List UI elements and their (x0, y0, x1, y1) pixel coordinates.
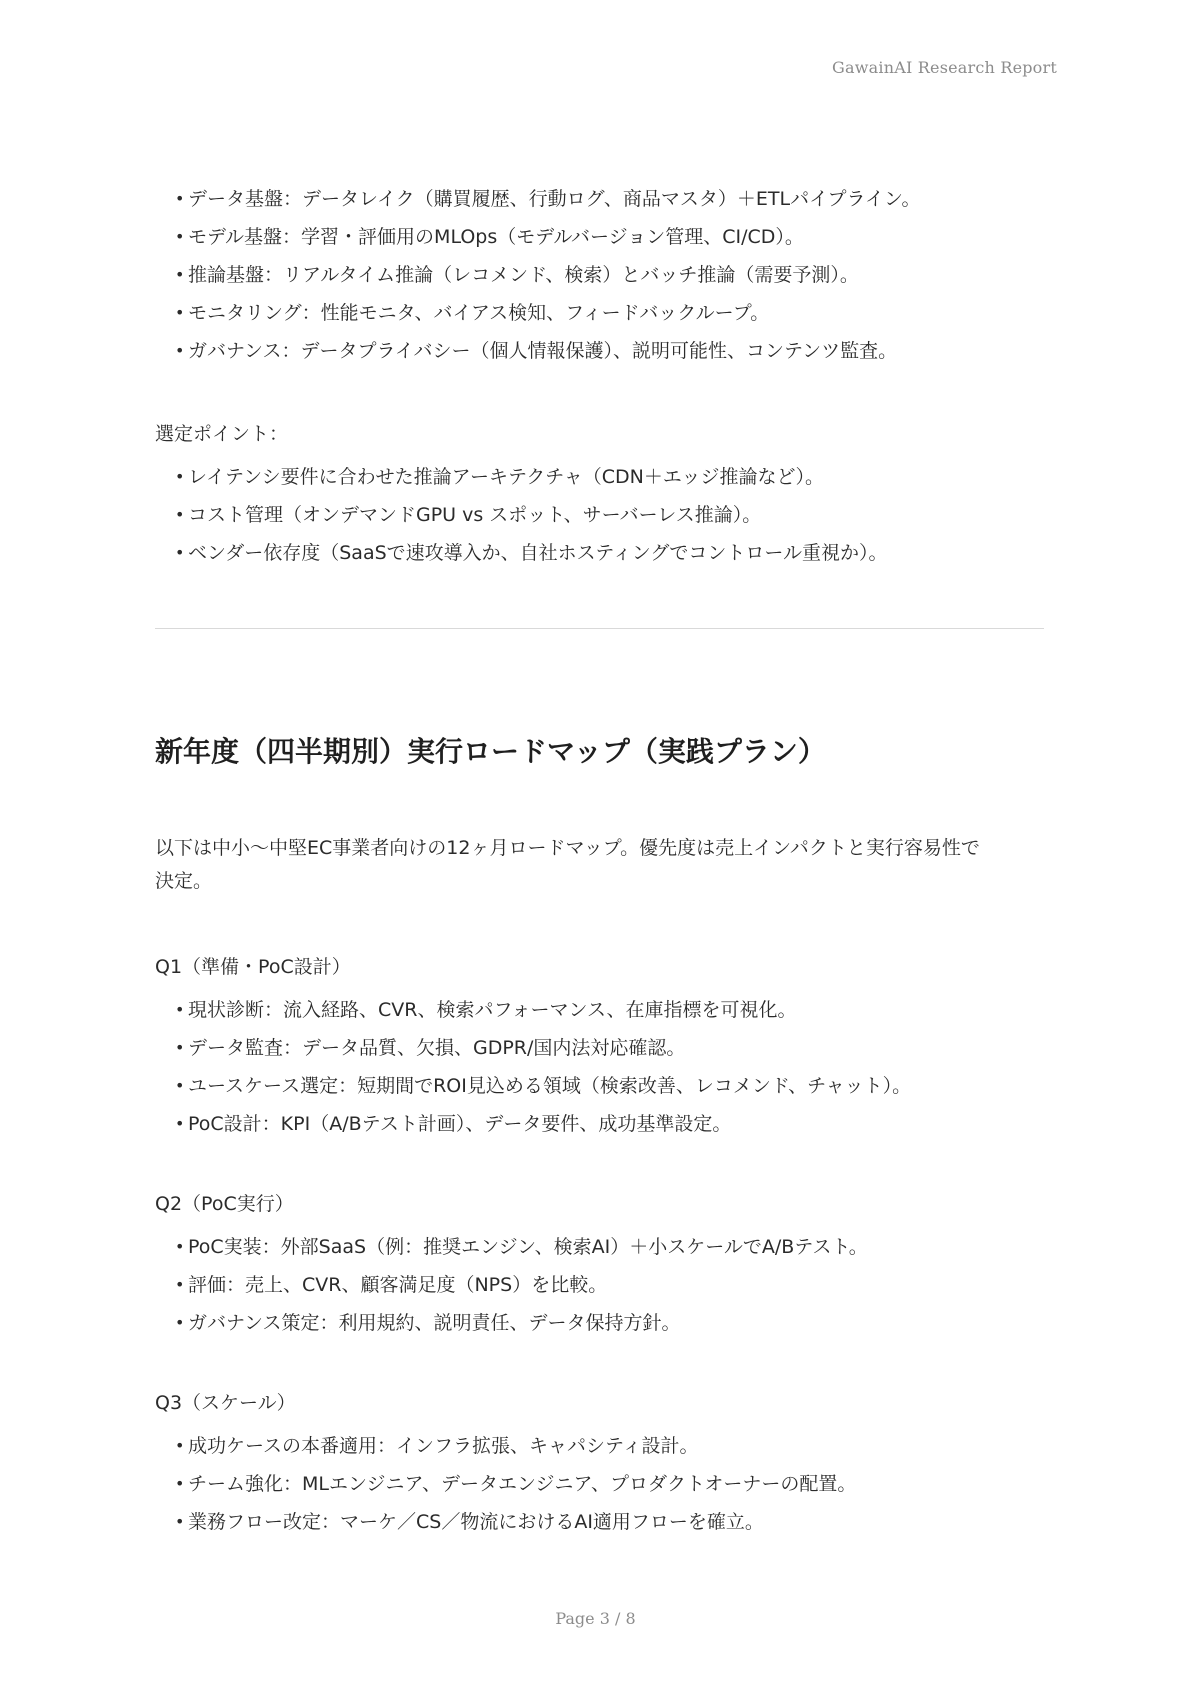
selection-list-block (155, 458, 888, 572)
list-item: • チーム強化：MLエンジニア、データエンジニア、プロダクトオーナーの配置。 (175, 1465, 856, 1503)
list-item: • 現状診断：流入経路、CVR、検索パフォーマンス、在庫指標を可視化。 (175, 991, 911, 1029)
list-item: • 評価：売上、CVR、顧客満足度（NPS）を比較。 (175, 1266, 868, 1304)
q1-list-block (155, 991, 911, 1143)
list-item: • モデル基盤：学習・評価用のMLOps（モデルバージョン管理、CI/CD）。 (175, 218, 920, 256)
quarter-label-q2: Q2（PoC実行） (155, 1193, 294, 1215)
selection-points-block (155, 418, 288, 451)
roadmap-heading-block (155, 730, 826, 770)
selection-list (155, 458, 888, 572)
list-item: • PoC実装：外部SaaS（例：推奨エンジン、検索AI）＋小スケールでA/Bテスト。 (175, 1228, 868, 1266)
report-header-title: GawainAI Research Report (832, 58, 1057, 77)
q2-list-block (155, 1228, 868, 1342)
list-item: • データ監査：データ品質、欠損、GDPR/国内法対応確認。 (175, 1029, 911, 1067)
selection-label: 選定ポイント： (155, 423, 289, 445)
list-item: • 推論基盤：リアルタイム推論（レコメンド、検索）とバッチ推論（需要予測）。 (175, 256, 920, 294)
intro-line-2: 決定。 (155, 870, 213, 892)
list-item: • レイテンシ要件に合わせた推論アーキテクチャ（CDN＋エッジ推論など）。 (175, 458, 888, 496)
quarter-label-q3: Q3（スケール） (155, 1392, 296, 1414)
list-item: • ガバナンス：データプライバシー（個人情報保護）、説明可能性、コンテンツ監査。 (175, 332, 920, 370)
infra-list-block (155, 180, 920, 370)
q3-list (155, 1427, 856, 1541)
section-divider (155, 628, 1044, 629)
quarter-label-q1: Q1（準備・PoC設計） (155, 956, 351, 978)
section-heading: 新年度（四半期別）実行ロードマップ（実践プラン） (155, 735, 826, 768)
list-item: • コスト管理（オンデマンドGPU vs スポット、サーバーレス推論）。 (175, 496, 888, 534)
q2-list (155, 1228, 868, 1342)
q3-label-block (155, 1387, 296, 1420)
list-item: • 成功ケースの本番適用：インフラ拡張、キャパシティ設計。 (175, 1427, 856, 1465)
list-item: • PoC設計：KPI（A/Bテスト計画）、データ要件、成功基準設定。 (175, 1105, 911, 1143)
roadmap-intro (155, 832, 980, 898)
intro-line-1: 以下は中小〜中堅EC事業者向けの12ヶ月ロードマップ。優先度は売上インパクトと実行容易性で (155, 837, 980, 859)
list-item: • ベンダー依存度（SaaSで速攻導入か、自社ホスティングでコントロール重視か）。 (175, 534, 888, 572)
q2-label-block (155, 1188, 294, 1221)
list-item: • データ基盤：データレイク（購買履歴、行動ログ、商品マスタ）＋ETLパイプライン。 (175, 180, 920, 218)
q1-label-block (155, 951, 351, 984)
list-item: • ユースケース選定：短期間でROI見込める領域（検索改善、レコメンド、チャット）。 (175, 1067, 911, 1105)
list-item: • モニタリング：性能モニタ、バイアス検知、フィードバックループ。 (175, 294, 920, 332)
infra-list (155, 180, 920, 370)
list-item: • ガバナンス策定：利用規約、説明責任、データ保持方針。 (175, 1304, 868, 1342)
page-number: Page 3 / 8 (555, 1609, 636, 1628)
list-item: • 業務フロー改定：マーケ／CS／物流におけるAI適用フローを確立。 (175, 1503, 856, 1541)
q3-list-block (155, 1427, 856, 1541)
q1-list (155, 991, 911, 1143)
